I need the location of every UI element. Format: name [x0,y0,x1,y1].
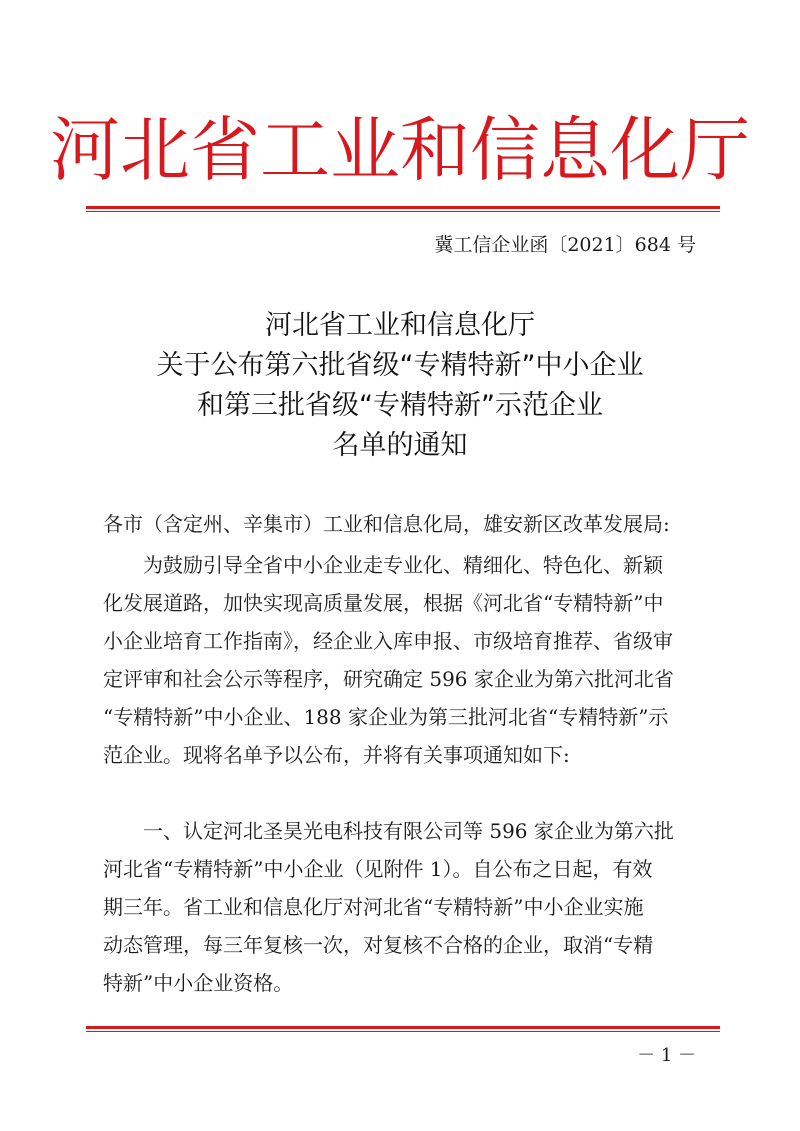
red-header-rule-thin [86,211,720,212]
title-line: 和第三批省级“专精特新”示范企业 [197,390,603,421]
paragraph-line: 为鼓励引导全省中小企业走专业化、精细化、特色化、新颖 [103,553,663,577]
paragraph-line: 一、认定河北圣昊光电科技有限公司等 596 家企业为第六批 [103,819,674,843]
paragraph-line: 河北省“专精特新”中小企业（见附件 1）。自公布之日起，有效 [103,857,653,881]
paragraph-line: 特新”中小企业资格。 [103,971,294,995]
red-footer-rule-thick [86,1026,720,1029]
paragraph-line: 定评审和社会公示等程序，研究确定 596 家企业为第六批河北省 [103,667,674,691]
paragraph-line: 期三年。省工业和信息化厅对河北省“专精特新”中小企业实施 [103,895,644,919]
red-header-rule-thick [86,206,720,209]
paragraph-line: 动态管理，每三年复核一次，对复核不合格的企业，取消“专精 [103,933,654,957]
title-line: 河北省工业和信息化厅 [265,310,535,341]
title-line: 名单的通知 [332,430,468,461]
title-line: 关于公布第六批省级“专精特新”中小企业 [156,350,644,381]
paragraph-line: 化发展道路，加快实现高质量发展，根据《河北省“专精特新”中 [103,591,664,615]
document-title [0,306,800,466]
red-footer-rule-thin [86,1031,720,1032]
paragraph-line: 小企业培育工作指南》，经企业入库申报、市级培育推荐、省级审 [103,629,673,653]
salutation: 各市（含定州、辛集市）工业和信息化局，雄安新区改革发展局: [103,512,670,536]
paragraph-1 [103,546,703,774]
issuer-masthead: 河北省工业和信息化厅 [50,109,750,191]
document-number: 冀工信企业函〔2021〕684 号 [434,234,696,256]
page-number: － 1 － [637,1045,696,1066]
paragraph-2 [103,812,703,1002]
paragraph-line: 范企业。现将名单予以公布，并将有关事项通知如下: [103,743,570,767]
paragraph-line: “专精特新”中小企业、188 家企业为第三批河北省“专精特新”示 [103,705,669,729]
